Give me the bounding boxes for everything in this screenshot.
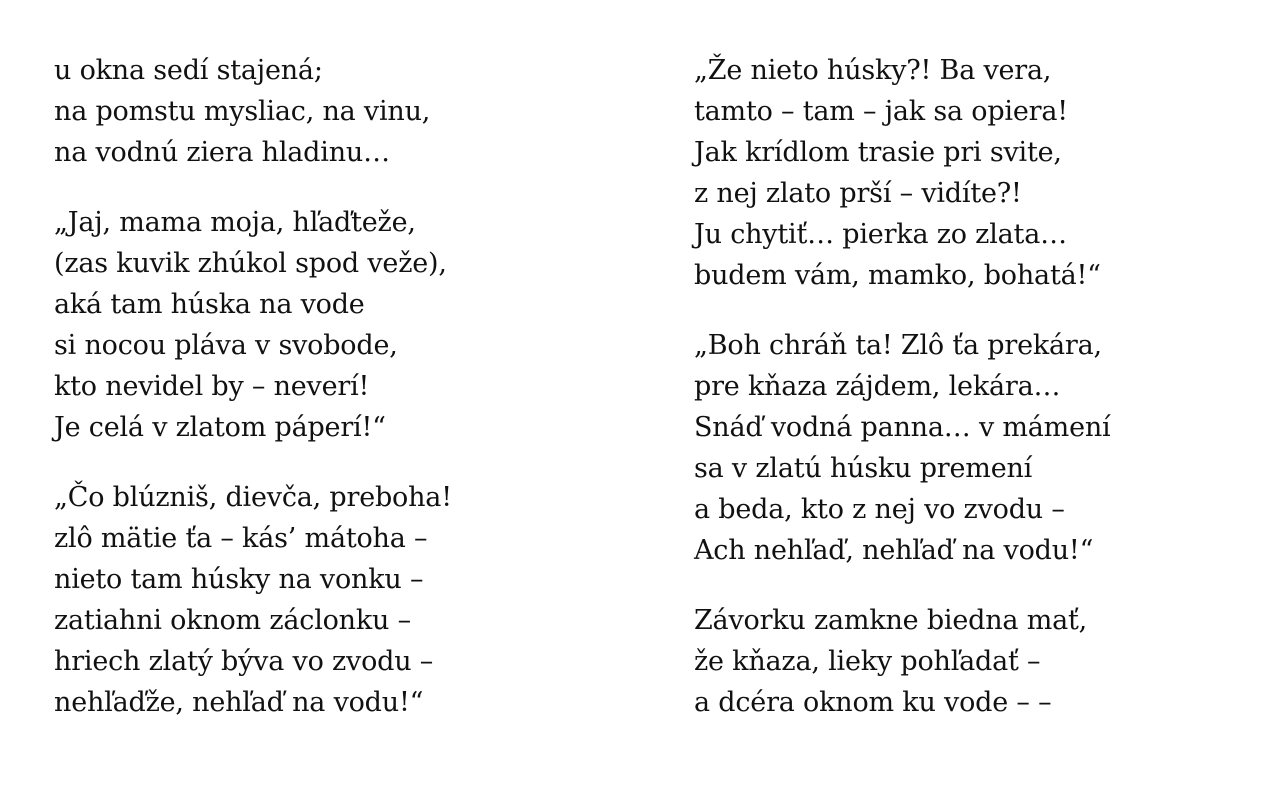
verse-line: budem vám, mamko, bohatá!“ <box>694 260 1101 291</box>
stanza-right-2 <box>694 325 1254 571</box>
verse-line: sa v zlatú húsku premení <box>694 453 1033 484</box>
stanza-right-3 <box>694 600 1254 723</box>
verse-line: kto nevidel by – neverí! <box>54 371 370 402</box>
verse-line: hriech zlatý býva vo zvodu – <box>54 646 434 677</box>
verse-line: „Jaj, mama moja, hľaďteže, <box>54 207 416 238</box>
verse-line: „Že nieto húsky?! Ba vera, <box>694 55 1052 86</box>
verse-line: si nocou pláva v svobode, <box>54 330 398 361</box>
verse-line: Ach nehľaď, nehľaď na vodu!“ <box>694 535 1094 566</box>
verse-line: „Čo blúzniš, dievča, preboha! <box>54 482 452 513</box>
stanza-left-2 <box>54 202 614 448</box>
verse-line: zlô mätie ťa – kás’ mátoha – <box>54 523 428 554</box>
verse-line: Závorku zamkne biedna mať, <box>694 605 1088 636</box>
verse-line: a dcéra oknom ku vode – – <box>694 687 1052 718</box>
verse-line: nieto tam húsky na vonku – <box>54 564 424 595</box>
verse-line: tamto – tam – jak sa opiera! <box>694 96 1068 127</box>
verse-line: a beda, kto z nej vo zvodu – <box>694 494 1065 525</box>
stanza-left-3 <box>54 477 614 723</box>
left-column <box>54 50 614 752</box>
right-column <box>694 50 1254 752</box>
verse-line: Jak krídlom trasie pri svite, <box>694 137 1062 168</box>
verse-line: na pomstu mysliac, na vinu, <box>54 96 431 127</box>
verse-line: pre kňaza zájdem, lekára… <box>694 371 1061 402</box>
verse-line: že kňaza, lieky pohľadať – <box>694 646 1041 677</box>
verse-line: Je celá v zlatom páperí!“ <box>54 412 386 443</box>
stanza-left-1 <box>54 50 614 173</box>
verse-line: z nej zlato prší – vidíte?! <box>694 178 1022 209</box>
verse-line: zatiahni oknom záclonku – <box>54 605 411 636</box>
verse-line: nehľaďže, nehľaď na vodu!“ <box>54 687 424 718</box>
verse-line: Ju chytiť… pierka zo zlata… <box>694 219 1067 250</box>
verse-line: „Boh chráň ta! Zlô ťa prekára, <box>694 330 1102 361</box>
verse-line: na vodnú ziera hladinu… <box>54 137 390 168</box>
verse-line: Snáď vodná panna… v mámení <box>694 412 1111 443</box>
stanza-right-1 <box>694 50 1254 296</box>
verse-line: (zas kuvik zhúkol spod veže), <box>54 248 447 279</box>
verse-line: u okna sedí stajená; <box>54 55 323 86</box>
verse-line: aká tam húska na vode <box>54 289 365 320</box>
